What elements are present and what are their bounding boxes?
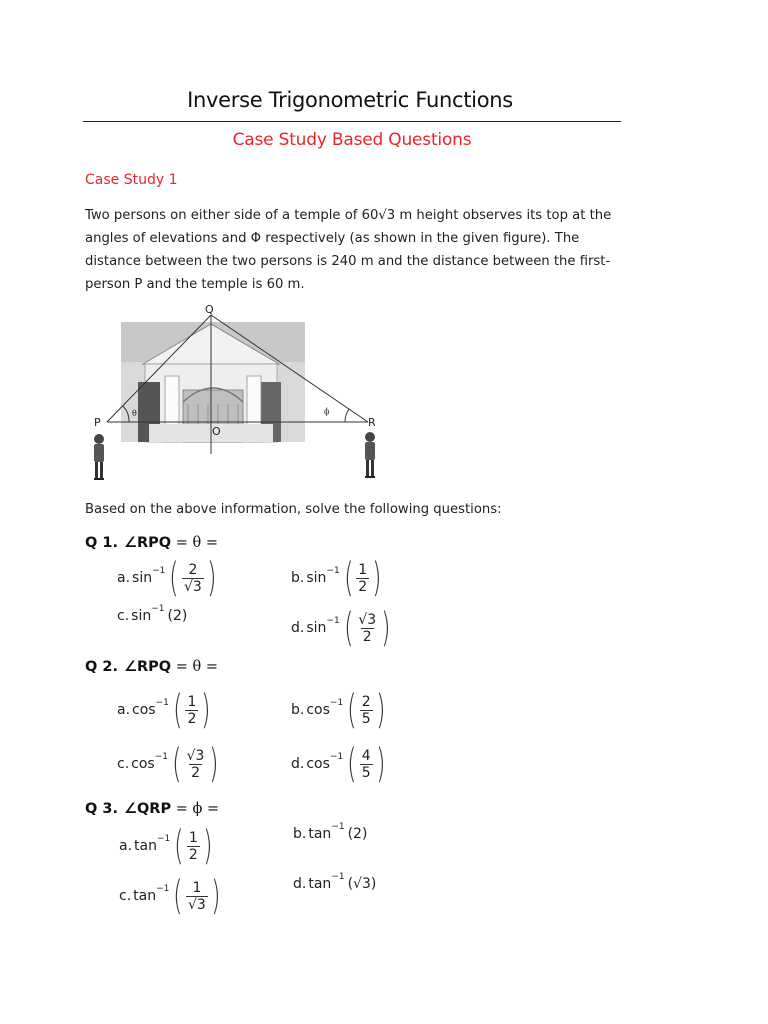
option-fraction-group (341, 555, 385, 601)
question-equals: = ϕ = (175, 801, 220, 817)
option-label: b. (293, 826, 307, 842)
option-fraction-group (341, 605, 394, 651)
option-q2-a (117, 687, 214, 733)
option-function: sin (306, 570, 327, 586)
temple-figure (83, 304, 393, 488)
label-q: Q (205, 304, 214, 316)
person-r-figure (365, 432, 375, 478)
left-paren: ( (343, 605, 354, 651)
option-argument: (√3) (347, 876, 377, 892)
question-3-heading (85, 801, 219, 817)
fraction-denominator: 2 (358, 578, 368, 595)
option-exponent: −1 (154, 752, 168, 762)
right-paren: ) (372, 555, 382, 601)
questions-intro: Based on the above information, solve the following questions: (85, 502, 502, 517)
option-fraction-group (344, 687, 388, 733)
option-q1-d (291, 605, 394, 651)
option-exponent: −1 (152, 566, 166, 576)
fraction-numerator: 2 (361, 693, 371, 710)
option-function: cos (132, 702, 156, 718)
option-fraction (360, 694, 373, 727)
fraction-numerator: 1 (192, 879, 202, 896)
question-angle: ∠RPQ (123, 535, 172, 551)
option-exponent: −1 (331, 822, 345, 832)
question-angle: ∠RPQ (123, 659, 172, 675)
fraction-numerator: 1 (188, 829, 198, 846)
option-exponent: −1 (156, 834, 171, 844)
question-angle: ∠QRP (123, 801, 172, 817)
option-fraction (356, 562, 369, 595)
option-label: a. (119, 838, 133, 854)
fraction-denominator: 5 (361, 710, 371, 727)
option-fraction (187, 830, 200, 863)
option-fraction-group (344, 741, 388, 787)
left-paren: ( (172, 741, 182, 787)
person-p-figure (94, 434, 104, 480)
question-number: Q 3. (85, 801, 118, 817)
option-exponent: −1 (156, 884, 170, 894)
option-label: c. (119, 888, 132, 904)
fraction-denominator: 2 (191, 764, 200, 781)
option-label: b. (291, 702, 305, 718)
option-exponent: −1 (155, 698, 169, 708)
left-paren: ( (169, 555, 179, 601)
option-fraction (356, 612, 378, 645)
option-function: cos (131, 756, 155, 772)
title-divider (83, 121, 621, 122)
case-study-paragraph: Two persons on either side of a temple of 60√3 m height observes its top at the angles of elevations and Φ respectively (as shown in the given figure). The distance between the two persons is 240 m and the distance between the first-person P and the temple is 60 m. (85, 208, 612, 292)
option-fraction (186, 880, 208, 913)
question-equals: = θ = (175, 659, 218, 675)
left-paren: ( (173, 873, 183, 919)
option-fraction-group (166, 555, 219, 601)
option-argument: (2) (167, 608, 188, 624)
fraction-denominator: √3 (183, 578, 202, 595)
fraction-numerator: 4 (361, 747, 371, 764)
right-paren: ) (201, 687, 211, 733)
option-fraction (182, 562, 204, 595)
option-function: tan (134, 838, 157, 854)
fraction-denominator: 2 (362, 628, 372, 645)
fraction-numerator: 1 (358, 561, 368, 578)
question-2-heading (85, 659, 218, 675)
option-label: d. (291, 620, 305, 636)
fraction-numerator: 2 (188, 561, 198, 578)
option-label: d. (291, 756, 305, 772)
option-fraction-group (170, 873, 223, 919)
option-q2-b (291, 687, 388, 733)
right-paren: ) (375, 687, 386, 733)
option-function: cos (306, 756, 330, 772)
left-paren: ( (347, 741, 357, 787)
option-label: b. (291, 570, 305, 586)
question-number: Q 1. (85, 535, 118, 551)
question-number: Q 2. (85, 659, 118, 675)
option-q3-d (293, 872, 377, 892)
left-paren: ( (343, 555, 354, 601)
temple-image (121, 322, 305, 442)
label-o: O (212, 425, 221, 438)
section-title: Case Study Based Questions (232, 130, 472, 150)
option-exponent: −1 (331, 872, 345, 882)
option-q1-a (117, 555, 219, 601)
fraction-denominator: 5 (361, 764, 371, 781)
option-label: a. (117, 702, 131, 718)
option-fraction (360, 748, 373, 781)
option-exponent: −1 (151, 604, 165, 614)
option-function: sin (306, 620, 327, 636)
option-exponent: −1 (326, 616, 340, 626)
fraction-numerator: 1 (187, 693, 197, 710)
option-exponent: −1 (329, 752, 344, 762)
label-phi: ϕ (324, 407, 330, 416)
option-fraction-group (169, 741, 222, 787)
option-argument: (2) (347, 826, 368, 842)
right-paren: ) (209, 741, 219, 787)
right-paren: ) (202, 823, 213, 869)
option-label: c. (117, 756, 130, 772)
case-study-heading: Case Study 1 (85, 172, 178, 188)
option-exponent: −1 (329, 698, 344, 708)
right-paren: ) (381, 605, 391, 651)
option-function: sin (132, 570, 153, 586)
left-paren: ( (172, 687, 183, 733)
option-q3-a (119, 823, 215, 869)
question-equals: = θ = (175, 535, 218, 551)
option-q1-c (117, 604, 188, 624)
label-r: R (368, 416, 376, 429)
option-label: c. (117, 608, 130, 624)
right-paren: ) (375, 741, 386, 787)
option-q2-c (117, 741, 222, 787)
question-1-heading (85, 535, 218, 551)
left-paren: ( (174, 823, 184, 869)
option-fraction (185, 694, 198, 727)
option-q3-c (119, 873, 223, 919)
option-function: cos (306, 702, 330, 718)
option-q3-b (293, 822, 368, 842)
label-p: P (94, 416, 101, 429)
left-paren: ( (347, 687, 357, 733)
option-fraction-group (170, 687, 214, 733)
fraction-denominator: √3 (188, 896, 206, 913)
right-paren: ) (210, 873, 221, 919)
option-label: a. (117, 570, 131, 586)
right-paren: ) (206, 555, 217, 601)
option-function: tan (308, 826, 332, 842)
fraction-denominator: 2 (187, 710, 197, 727)
option-q1-b (291, 555, 385, 601)
option-function: tan (133, 888, 157, 904)
option-fraction (185, 748, 207, 781)
page-title: Inverse Trigonometric Functions (187, 88, 513, 112)
fraction-numerator: √3 (358, 611, 377, 628)
fraction-numerator: √3 (186, 747, 205, 764)
option-fraction-group (171, 823, 215, 869)
option-label: d. (293, 876, 307, 892)
option-function: tan (308, 876, 332, 892)
option-function: sin (131, 608, 152, 624)
option-exponent: −1 (326, 566, 340, 576)
label-theta: θ (132, 409, 137, 418)
option-q2-d (291, 741, 388, 787)
fraction-denominator: 2 (188, 846, 198, 863)
